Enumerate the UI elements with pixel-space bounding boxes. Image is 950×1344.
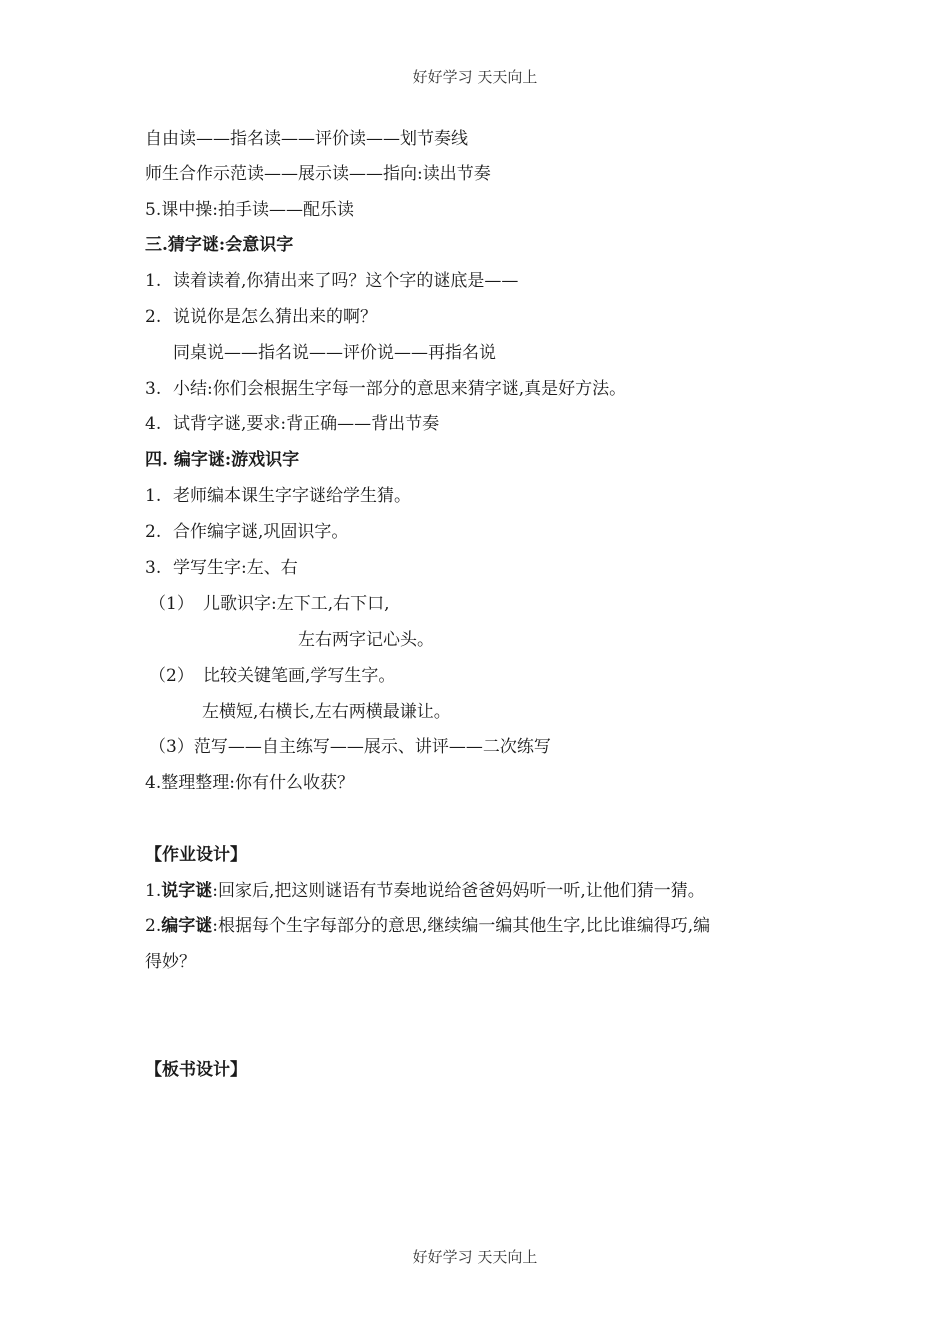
list-text: 儿歌识字:左下工,右下口, (203, 594, 390, 614)
list-item (145, 413, 439, 435)
text-line: 自由读——指名读——评价读——划节奏线 (145, 129, 468, 149)
sub-list-item (149, 665, 395, 687)
list-item (145, 378, 626, 400)
homework-title: 【作业设计】 (145, 845, 247, 865)
list-number: 2. (145, 307, 162, 327)
list-number: 1. (145, 486, 162, 506)
homework-text: :根据每个生字每部分的意思,继续编一编其他生字,比比谁编得巧,编 (212, 916, 711, 936)
sub-list-item (149, 593, 390, 615)
homework-item (145, 915, 710, 937)
text-line: （3）范写——自主练写——展示、讲评——二次练写 (149, 737, 551, 757)
list-number: 2. (145, 522, 162, 542)
board-design-title: 【板书设计】 (145, 1060, 247, 1080)
list-item (145, 521, 348, 543)
list-text: 合作编字谜,巩固识字。 (173, 522, 349, 542)
homework-item (145, 880, 705, 902)
list-text: 说说你是怎么猜出来的啊？ (173, 307, 377, 327)
list-number: （2） (149, 666, 194, 686)
homework-keyword: 说字谜 (161, 881, 213, 901)
homework-number: 2. (145, 916, 162, 936)
text-line: 同桌说——指名说——评价说——再指名说 (173, 343, 496, 363)
list-text: 读着读着,你猜出来了吗？这个字的谜底是—— (173, 271, 519, 291)
list-text: 试背字谜,要求:背正确——背出节奏 (173, 414, 440, 434)
homework-number: 1. (145, 881, 162, 901)
list-number: （1） (149, 594, 194, 614)
homework-text: :回家后,把这则谜语有节奏地说给爸爸妈妈听一听,让他们猜一猜。 (212, 881, 705, 901)
section-heading-3: 三.猜字谜:会意识字 (145, 235, 294, 255)
text-line: 左右两字记心头。 (298, 630, 434, 650)
text-line: 4.整理整理:你有什么收获？ (145, 773, 354, 793)
homework-keyword: 编字谜 (161, 916, 213, 936)
list-number: 3. (145, 379, 162, 399)
page-footer: 好好学习 天天向上 (412, 1248, 538, 1266)
homework-text-continued: 得妙？ (145, 952, 196, 972)
list-text: 比较关键笔画,学写生字。 (203, 666, 396, 686)
list-item (145, 485, 411, 507)
list-text: 学写生字:左、右 (173, 558, 298, 578)
list-text: 老师编本课生字字谜给学生猜。 (173, 486, 411, 506)
page-header: 好好学习 天天向上 (412, 68, 538, 86)
list-text: 小结:你们会根据生字每一部分的意思来猜字谜,真是好方法。 (173, 379, 627, 399)
list-item (145, 557, 298, 579)
text-line: 师生合作示范读——展示读——指向:读出节奏 (145, 164, 491, 184)
list-number: 4. (145, 414, 162, 434)
list-item (145, 306, 377, 328)
section-heading-4: 四. 编字谜:游戏识字 (145, 450, 300, 470)
list-number: 3. (145, 558, 162, 578)
text-line: 左横短,右横长,左右两横最谦让。 (202, 702, 451, 722)
list-number: 1. (145, 271, 162, 291)
text-line: 5.课中操:拍手读——配乐读 (145, 200, 354, 220)
list-item (145, 270, 518, 292)
